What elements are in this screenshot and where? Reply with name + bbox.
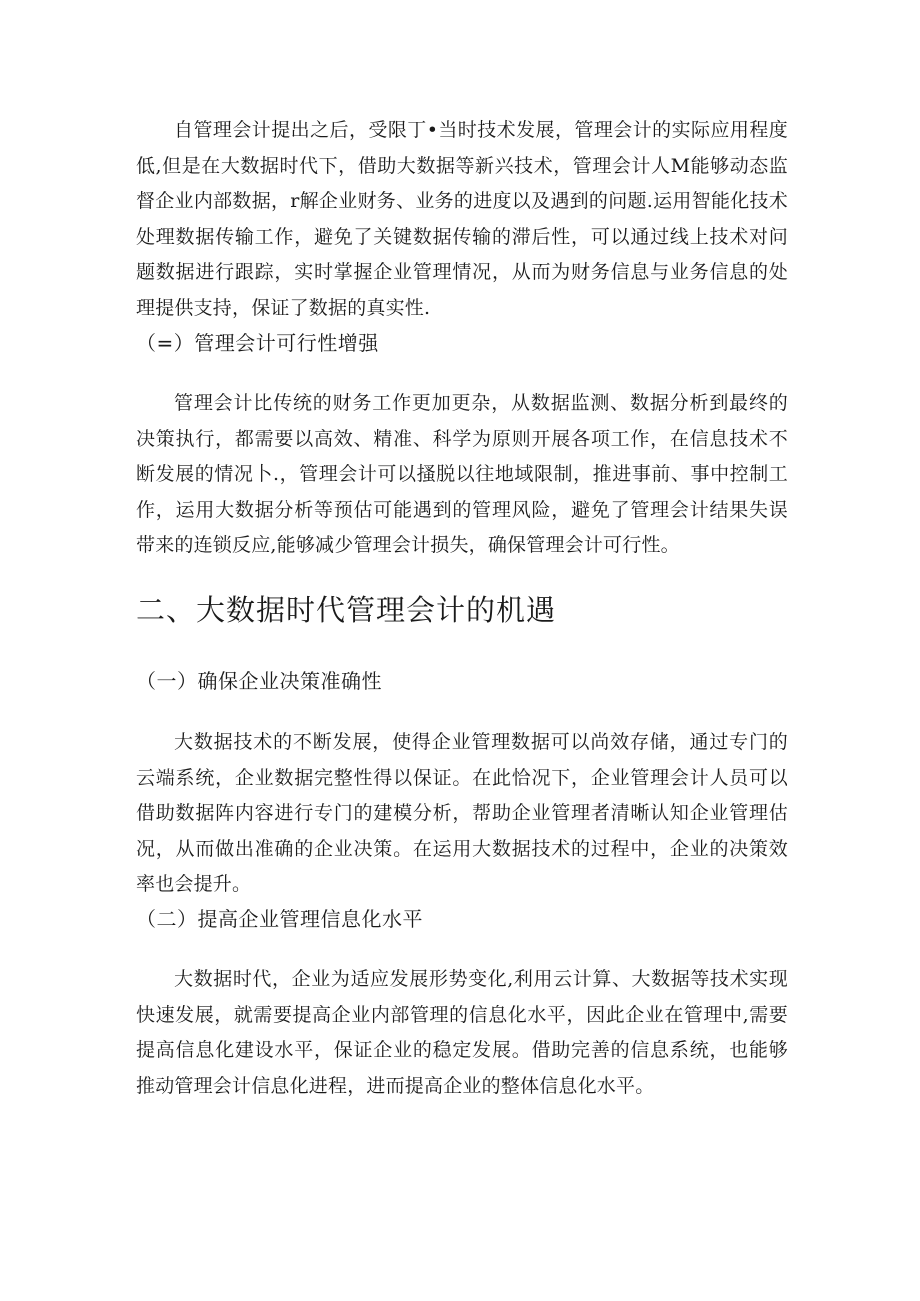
paragraph-informatization: 大数据时代，企业为适应发展形势变化,利用云计算、大数据等技术实现快速发展，就需要提高企业内部管理的信息化水平，因此企业在管理中,需要提高信息化建设水平，保证企业的稳定发展。借助完善的信息系统，也能够推动管理会计信息化进程，进而提高企业的整体信息化水平。	[136, 968, 788, 1097]
paragraph-decision-accuracy: 大数据技术的不断发展，使得企业管理数据可以尚效存储，通过专门的云端系统，企业数据完整性得以保证。在此恰况下，企业管理会计人员可以借助数据阵内容进行专门的建模分析，帮助企业管理者清晰认知企业管理估况，从而做出准确的企业决策。在运用大数据技术的过程中，企业的决策效率也会提升。	[136, 731, 788, 895]
subheading-feasibility: （=）管理会计可行性增强	[136, 331, 379, 355]
paragraph-intro: 自管理会计提出之后，受限丁•当时技术发展，管理会计的实际应用程度低,但是在大数据时代下，借助大数据等新兴技术，管理会计人M能够动态监督企业内部数据，r解企业财务、业务的进度以及遇到的问题.运用智能化技术处理数据传输工作，避免了关键数据传输的滞后性，可以通过线上技术对问题数据进行跟踪，实时掌握企业管理情况，从而为财务信息与业务信息的处理提供支持，保证了数据的真实性.	[136, 119, 788, 319]
section-heading-opportunities: 二、大数据时代管理会计的机遇	[136, 593, 557, 627]
paragraph-feasibility: 管理会计比传统的财务工作更加更杂，从数据监测、数据分析到最终的决策执行，都需要以高效、精准、科学为原则开展各项工作，在信息技术不断发展的情况卜.，管理会计可以搔脱以往地域限制，推进事前、事中控制工作，运用大数据分析等预估可能遇到的管理风险，避免了管理会计结果失误带来的连锁反应,能够减少管理会计损失，确保管理会计可行性。	[136, 392, 788, 556]
subheading-informatization: （二）提高企业管理信息化水平	[136, 907, 423, 931]
subheading-decision-accuracy: （一）确保企业决策准确性	[136, 669, 382, 693]
